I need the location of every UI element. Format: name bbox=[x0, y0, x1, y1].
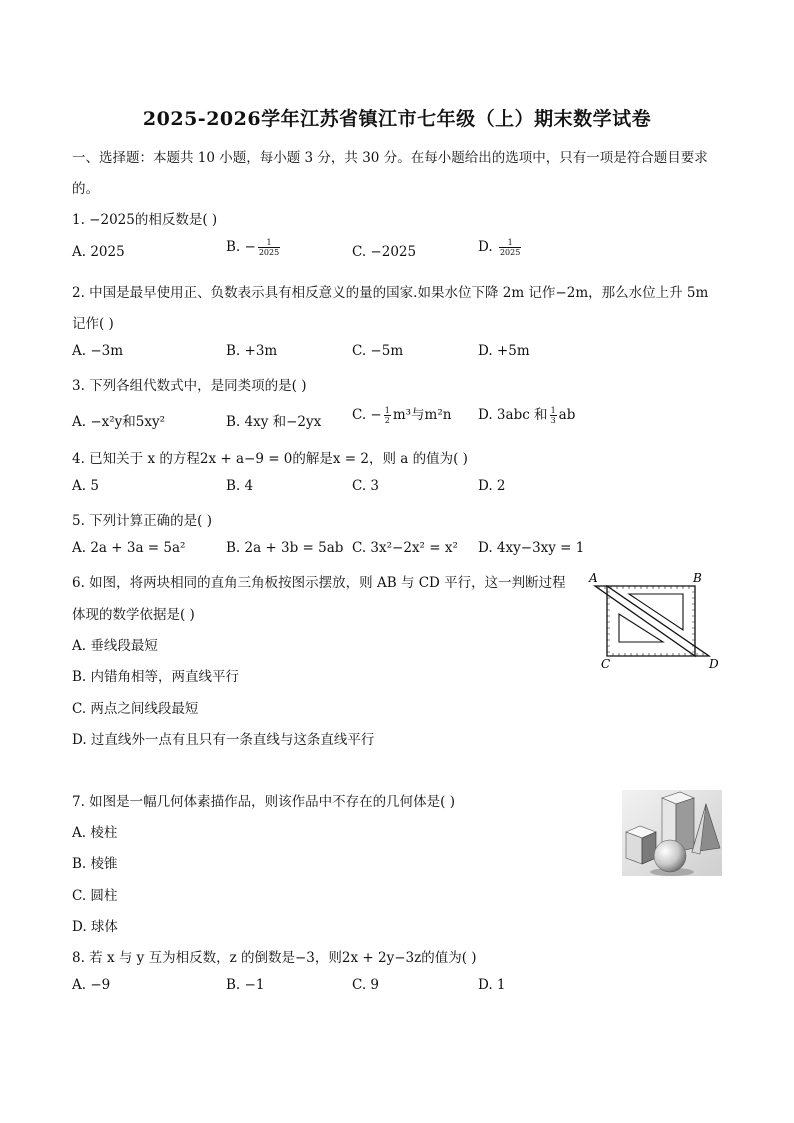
q6-option-c[interactable]: C. 两点之间线段最短 bbox=[72, 701, 199, 717]
q6-option-a[interactable]: A. 垂线段最短 bbox=[72, 638, 158, 654]
q1-option-b-prefix: B. − bbox=[226, 239, 256, 255]
q3-stem: 3. 下列各组代数式中，是同类项的是( ) bbox=[72, 378, 307, 394]
fig-label-b: B bbox=[693, 571, 702, 585]
fig-label-d: D bbox=[709, 657, 719, 671]
q2-option-a[interactable]: A. −3m bbox=[72, 343, 124, 359]
q8-option-c[interactable]: C. 9 bbox=[352, 977, 380, 993]
q3-c-numerator: 1 bbox=[384, 406, 390, 415]
q7-stem: 7. 如图是一幅几何体素描作品，则该作品中不存在的几何体是( ) bbox=[72, 794, 455, 810]
q2-stem-line2: 记作( ) bbox=[72, 316, 114, 332]
q1-option-b-fraction bbox=[258, 238, 280, 257]
q3-option-d-suffix: ab bbox=[558, 407, 576, 423]
q1-stem: 1. −2025的相反数是( ) bbox=[72, 212, 218, 228]
q3-c-denominator: 2 bbox=[384, 416, 390, 425]
q3-option-d[interactable] bbox=[478, 403, 575, 425]
lower-triangle bbox=[607, 586, 709, 656]
q3-option-a[interactable]: A. −x²y和5xy² bbox=[72, 414, 166, 430]
q6-stem-line1: 6. 如图，将两块相同的直角三角板按图示摆放，则 AB 与 CD 平行，这一判断过程 bbox=[72, 575, 566, 591]
q6-stem-line2: 体现的数学依据是( ) bbox=[72, 607, 195, 623]
q7-geometry-sketch bbox=[622, 790, 722, 876]
q5-option-a[interactable]: A. 2a + 3a = 5a² bbox=[72, 540, 186, 556]
q6-option-b[interactable]: B. 内错角相等，两直线平行 bbox=[72, 669, 240, 685]
q7-option-c[interactable]: C. 圆柱 bbox=[72, 888, 118, 904]
upper-triangle-cutout bbox=[629, 594, 683, 630]
q4-stem: 4. 已知关于 x 的方程2x + a−9 = 0的解是x = 2，则 a 的值为( ) bbox=[72, 451, 468, 467]
upper-triangle bbox=[595, 586, 695, 656]
q6-option-d[interactable]: D. 过直线外一点有且只有一条直线与这条直线平行 bbox=[72, 732, 375, 748]
q6-triangle-figure bbox=[585, 570, 725, 674]
q5-stem: 5. 下列计算正确的是( ) bbox=[72, 513, 212, 529]
q1-option-d-prefix: D. bbox=[478, 239, 497, 255]
cube-right-face bbox=[642, 832, 656, 864]
q2-option-b[interactable]: B. +3m bbox=[226, 343, 278, 359]
q1-b-numerator: 1 bbox=[258, 238, 280, 248]
q8-option-a[interactable]: A. −9 bbox=[72, 977, 111, 993]
q5-option-b[interactable]: B. 2a + 3b = 5ab bbox=[226, 540, 344, 556]
q3-option-d-prefix: D. 3abc 和 bbox=[478, 407, 548, 423]
q7-option-b[interactable]: B. 棱锥 bbox=[72, 856, 118, 872]
q8-option-d[interactable]: D. 1 bbox=[478, 977, 506, 993]
q4-option-a[interactable]: A. 5 bbox=[72, 478, 99, 494]
q7-option-a[interactable]: A. 棱柱 bbox=[72, 825, 118, 841]
q1-option-c[interactable]: C. −2025 bbox=[352, 244, 417, 260]
q3-option-b[interactable]: B. 4xy 和−2yx bbox=[226, 414, 322, 430]
q8-option-b[interactable]: B. −1 bbox=[226, 977, 265, 993]
q4-option-b[interactable]: B. 4 bbox=[226, 478, 254, 494]
sphere bbox=[654, 840, 686, 872]
q3-d-denominator: 3 bbox=[550, 416, 556, 425]
q3-option-c-prefix: C. − bbox=[352, 407, 382, 423]
q1-option-d-fraction bbox=[499, 238, 521, 257]
q3-option-c[interactable] bbox=[352, 403, 451, 425]
q1-d-numerator: 1 bbox=[499, 238, 521, 248]
q4-option-c[interactable]: C. 3 bbox=[352, 478, 380, 494]
fig-label-a: A bbox=[589, 571, 598, 585]
q4-option-d[interactable]: D. 2 bbox=[478, 478, 506, 494]
page-title: 2025-2026学年江苏省镇江市七年级（上）期末数学试卷 bbox=[142, 108, 652, 130]
q1-option-d[interactable] bbox=[478, 238, 523, 257]
q8-stem: 8. 若 x 与 y 互为相反数，z 的倒数是−3，则2x + 2y−3z的值为( ) bbox=[72, 950, 477, 966]
section-heading-line2: 的。 bbox=[72, 181, 99, 197]
q5-option-c[interactable]: C. 3x²−2x² = x² bbox=[352, 540, 458, 556]
cube-left-face bbox=[626, 832, 642, 864]
q1-b-denominator: 2025 bbox=[258, 248, 280, 257]
q2-option-d[interactable]: D. +5m bbox=[478, 343, 530, 359]
q7-option-d[interactable]: D. 球体 bbox=[72, 919, 118, 935]
q3-d-numerator: 1 bbox=[550, 406, 556, 415]
q1-d-denominator: 2025 bbox=[499, 248, 521, 257]
q3-option-c-suffix: m³与m²n bbox=[392, 407, 452, 423]
q1-option-b[interactable] bbox=[226, 238, 282, 257]
q3-option-c-fraction bbox=[384, 406, 391, 425]
q5-option-d[interactable]: D. 4xy−3xy = 1 bbox=[478, 540, 585, 556]
q1-option-a[interactable]: A. 2025 bbox=[72, 244, 125, 260]
q3-option-d-fraction bbox=[550, 406, 557, 425]
section-heading-line1: 一、选择题：本题共 10 小题，每小题 3 分，共 30 分。在每小题给出的选项中，只有一项是符合题目要求 bbox=[72, 150, 708, 166]
q2-option-c[interactable]: C. −5m bbox=[352, 343, 404, 359]
q2-stem-line1: 2. 中国是最早使用正、负数表示具有相反意义的量的国家.如果水位下降 2m 记作−2m，那么水位上升 5m bbox=[72, 285, 709, 301]
fig-label-c: C bbox=[601, 657, 611, 671]
